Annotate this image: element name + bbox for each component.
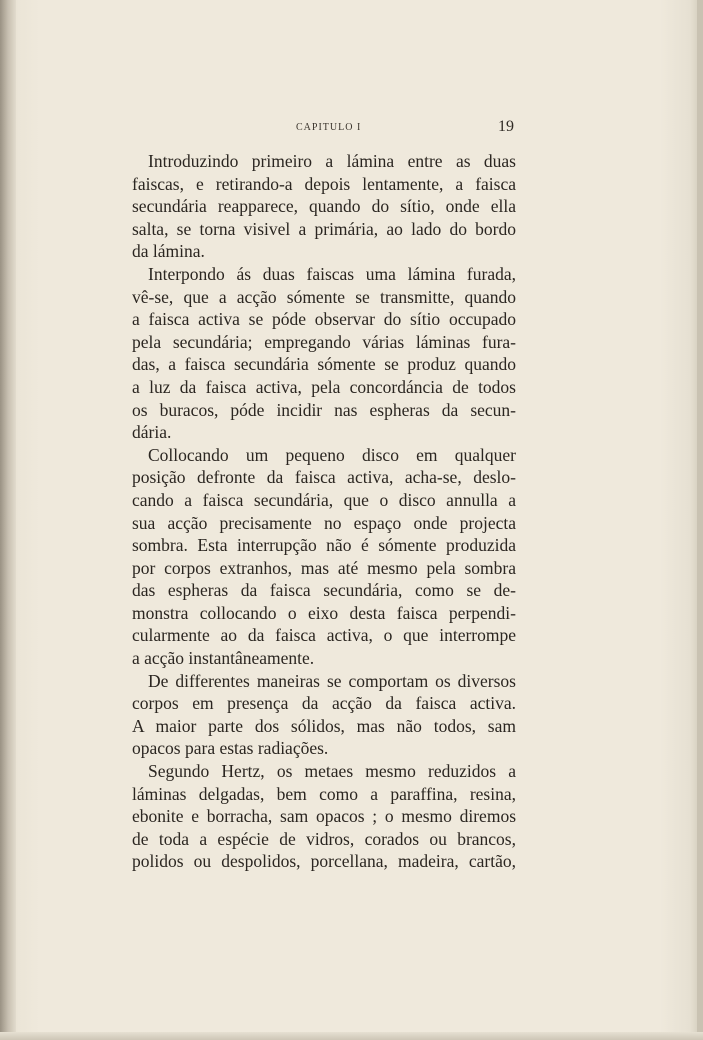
text-line: pela secundária; empregando várias láminas fura- [132,331,516,352]
body-text [132,150,516,873]
text-line: salta, se torna visivel a primária, ao lado do bordo [132,218,516,239]
text-line: sua acção precisamente no espaço onde projecta [132,512,516,533]
paragraph [132,444,516,670]
book-spine-shadow [0,0,16,1040]
text-line: Collocando um pequeno disco em qualquer [148,444,516,465]
text-line: posição defronte da faisca activa, acha-se, deslo- [132,467,516,488]
page-right-edge [697,0,703,1040]
text-line: cando a faisca secundária, que o disco annulla a [132,489,516,510]
text-line: A maior parte dos sólidos, mas não todos, sam [132,715,516,736]
page-number: 19 [498,118,514,135]
text-line: sombra. Esta interrupção não é sómente produzida [132,535,516,556]
text-line: das espheras da faisca secundária, como se de- [132,580,516,601]
text-line: a luz da faisca activa, pela concordáncia de todos [132,376,516,397]
running-title: CAPITULO I [296,122,362,133]
text-line: corpos em presença da acção da faisca activa. [132,693,516,714]
text-line: Segundo Hertz, os metaes mesmo reduzidos a [148,761,516,782]
text-line: cularmente ao da faisca activa, o que interrompe [132,625,516,646]
text-line: monstra collocando o eixo desta faisca perpendi- [132,602,516,623]
running-head [132,118,514,138]
text-line: opacos para estas radiações. [132,738,329,759]
page-bottom-edge [0,1032,703,1040]
text-line: da lámina. [132,241,205,262]
text-line: polidos ou despolidos, porcellana, madeira, cartão, [132,851,516,872]
text-line: De differentes maneiras se comportam os diversos [148,670,516,691]
text-line: Interpondo ás duas faiscas uma lámina furada, [148,263,516,284]
text-line: a faisca activa se póde observar do sítio occupado [132,309,516,330]
paragraph [132,670,516,760]
text-line: ebonite e borracha, sam opacos ; o mesmo diremos [132,806,516,827]
text-line: de toda a espécie de vidros, corados ou brancos, [132,828,516,849]
text-line: láminas delgadas, bem como a paraffina, resina, [132,783,516,804]
paragraph [132,150,516,263]
paragraph [132,263,516,444]
text-line: dária. [132,422,172,443]
text-line: os buracos, póde incidir nas espheras da secun- [132,399,516,420]
text-line: vê-se, que a acção sómente se transmitte, quando [132,286,516,307]
text-line: Introduzindo primeiro a lámina entre as duas [148,151,516,171]
text-line: das, a faisca secundária sómente se produz quando [132,354,516,375]
text-line: secundária reapparece, quando do sítio, onde ella [132,196,516,217]
text-line: faiscas, e retirando-a depois lentamente, a faisca [132,173,516,194]
text-line: a acção instantâneamente. [132,648,315,669]
text-line: por corpos extranhos, mas até mesmo pela sombra [132,557,516,578]
paragraph [132,760,516,873]
